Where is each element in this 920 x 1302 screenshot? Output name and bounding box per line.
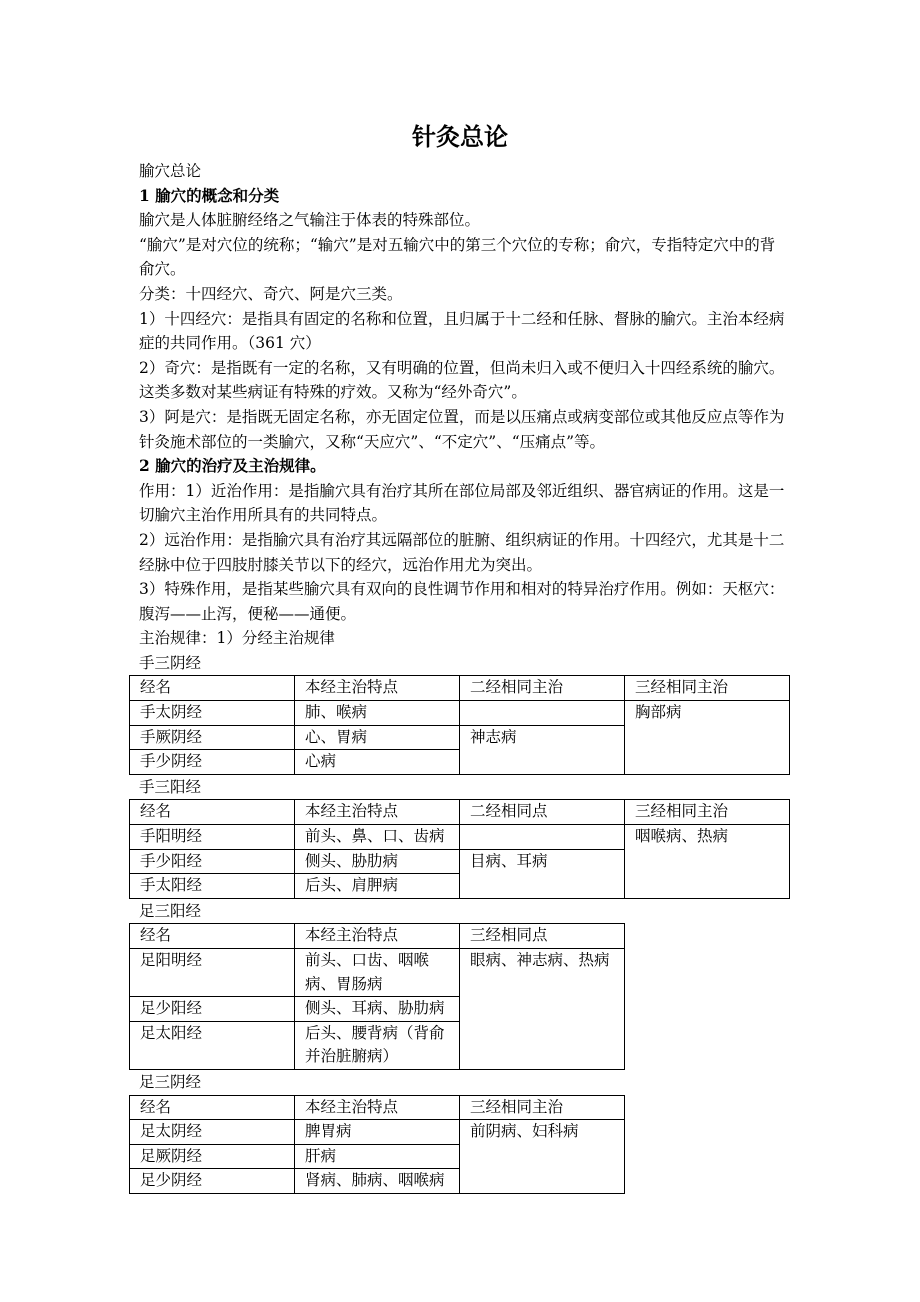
meridian-name: 手少阳经 xyxy=(130,849,295,874)
paragraph: 2）奇穴：是指既有一定的名称，又有明确的位置，但尚未归入或不便归入十四经系统的腧穴。这类多数对某些病证有特殊的疗效。又称为“经外奇穴”。 xyxy=(139,358,785,402)
header-cell: 三经相同主治 xyxy=(625,676,790,701)
meridian-name: 手少阴经 xyxy=(130,750,295,775)
meridian-name: 足少阴经 xyxy=(130,1169,295,1194)
table-foot-three-yin xyxy=(129,1095,625,1194)
paragraph: 腧穴是人体脏腑经络之气输注于体表的特殊部位。 xyxy=(139,211,481,230)
paragraph: 主治规律：1）分经主治规律 xyxy=(139,629,335,648)
header-cell: 经名 xyxy=(130,924,295,949)
table-header-row xyxy=(130,800,790,825)
own-indication: 前头、口齿、咽喉病、胃肠病 xyxy=(295,949,460,997)
own-indication: 侧头、胁肋病 xyxy=(295,849,460,874)
paragraph: 作用：1）近治作用：是指腧穴具有治疗其所在部位局部及邻近组织、器官病证的作用。这是一切腧穴主治作用所具有的共同特点。 xyxy=(139,481,785,525)
two-common-cell: 目病、耳病 xyxy=(460,849,625,898)
paragraph: 分类：十四经穴、奇穴、阿是穴三类。 xyxy=(139,284,403,303)
three-common-cell: 咽喉病、热病 xyxy=(625,825,790,899)
table-3-label: 足三阳经 xyxy=(139,901,202,920)
own-indication: 肾病、肺病、咽喉病 xyxy=(295,1169,460,1194)
header-cell: 三经相同主治 xyxy=(460,1095,625,1120)
header-cell: 本经主治特点 xyxy=(295,1095,460,1120)
page-title: 针灸总论 xyxy=(412,122,508,151)
own-indication: 侧头、耳病、胁肋病 xyxy=(295,997,460,1022)
own-indication: 前头、鼻、口、齿病 xyxy=(295,825,460,850)
header-cell: 三经相同主治 xyxy=(625,800,790,825)
header-cell: 二经相同主治 xyxy=(460,676,625,701)
own-indication: 后头、腰背病（背俞并治脏腑病） xyxy=(295,1021,460,1069)
meridian-name: 足少阳经 xyxy=(130,997,295,1022)
table-2-label: 手三阳经 xyxy=(139,777,202,796)
table-4-label: 足三阴经 xyxy=(139,1072,202,1091)
header-cell: 经名 xyxy=(130,676,295,701)
three-common-cell: 胸部病 xyxy=(625,701,790,775)
table-row xyxy=(130,701,790,726)
paragraph: 3）特殊作用，是指某些腧穴具有双向的良性调节作用和相对的特异治疗作用。例如：天枢穴：腹泻——止泻，便秘——通便。 xyxy=(139,580,785,623)
meridian-name: 足太阳经 xyxy=(130,1021,295,1069)
own-indication: 心病 xyxy=(295,750,460,775)
paragraph: “腧穴”是对穴位的统称；“输穴”是对五输穴中的第三个穴位的专称；俞穴，专指特定穴中的背俞穴。 xyxy=(139,235,776,279)
meridian-name: 手太阳经 xyxy=(130,874,295,899)
document-body xyxy=(139,159,789,1194)
table-header-row xyxy=(130,924,625,949)
table-hand-three-yang xyxy=(129,799,790,898)
section-1-heading: 1 腧穴的概念和分类 xyxy=(139,185,280,205)
header-cell: 经名 xyxy=(130,800,295,825)
meridian-name: 足阳明经 xyxy=(130,949,295,997)
meridian-name: 足太阴经 xyxy=(130,1120,295,1145)
three-common-cell: 前阴病、妇科病 xyxy=(460,1120,625,1194)
header-cell: 二经相同点 xyxy=(460,800,625,825)
two-common-cell: 神志病 xyxy=(460,725,625,774)
table-row xyxy=(130,1120,625,1145)
own-indication: 脾胃病 xyxy=(295,1120,460,1145)
subtitle: 腧穴总论 xyxy=(139,162,202,180)
two-common-cell xyxy=(460,701,625,726)
paragraph: 3）阿是穴：是指既无固定名称，亦无固定位置，而是以压痛点或病变部位或其他反应点等作为针灸施术部位的一类腧穴，又称“天应穴”、“不定穴”、“压痛点”等。 xyxy=(139,407,785,451)
header-cell: 本经主治特点 xyxy=(295,676,460,701)
own-indication: 肺、喉病 xyxy=(295,701,460,726)
meridian-name: 手阳明经 xyxy=(130,825,295,850)
meridian-name: 手厥阴经 xyxy=(130,725,295,750)
own-indication: 心、胃病 xyxy=(295,725,460,750)
own-indication: 肝病 xyxy=(295,1144,460,1169)
table-row xyxy=(130,949,625,997)
own-indication: 后头、肩胛病 xyxy=(295,874,460,899)
header-cell: 三经相同点 xyxy=(460,924,625,949)
section-2-heading: 2 腧穴的治疗及主治规律。 xyxy=(139,456,326,476)
table-header-row xyxy=(130,1095,625,1120)
paragraph: 2）远治作用：是指腧穴具有治疗其远隔部位的脏腑、组织病证的作用。十四经穴，尤其是十二经脉中位于四肢肘膝关节以下的经穴，远治作用尤为突出。 xyxy=(139,530,785,574)
table-header-row xyxy=(130,676,790,701)
header-cell: 本经主治特点 xyxy=(295,800,460,825)
header-cell: 经名 xyxy=(130,1095,295,1120)
header-cell: 本经主治特点 xyxy=(295,924,460,949)
meridian-name: 足厥阴经 xyxy=(130,1144,295,1169)
table-hand-three-yin xyxy=(129,675,790,774)
three-common-cell: 眼病、神志病、热病 xyxy=(460,949,625,1070)
paragraph: 1）十四经穴：是指具有固定的名称和位置，且归属于十二经和任脉、督脉的腧穴。主治本经病症的共同作用。（361 穴） xyxy=(139,309,785,353)
table-foot-three-yang xyxy=(129,923,625,1070)
table-1-label: 手三阴经 xyxy=(139,653,202,672)
table-row xyxy=(130,825,790,850)
two-common-cell xyxy=(460,825,625,850)
meridian-name: 手太阴经 xyxy=(130,701,295,726)
